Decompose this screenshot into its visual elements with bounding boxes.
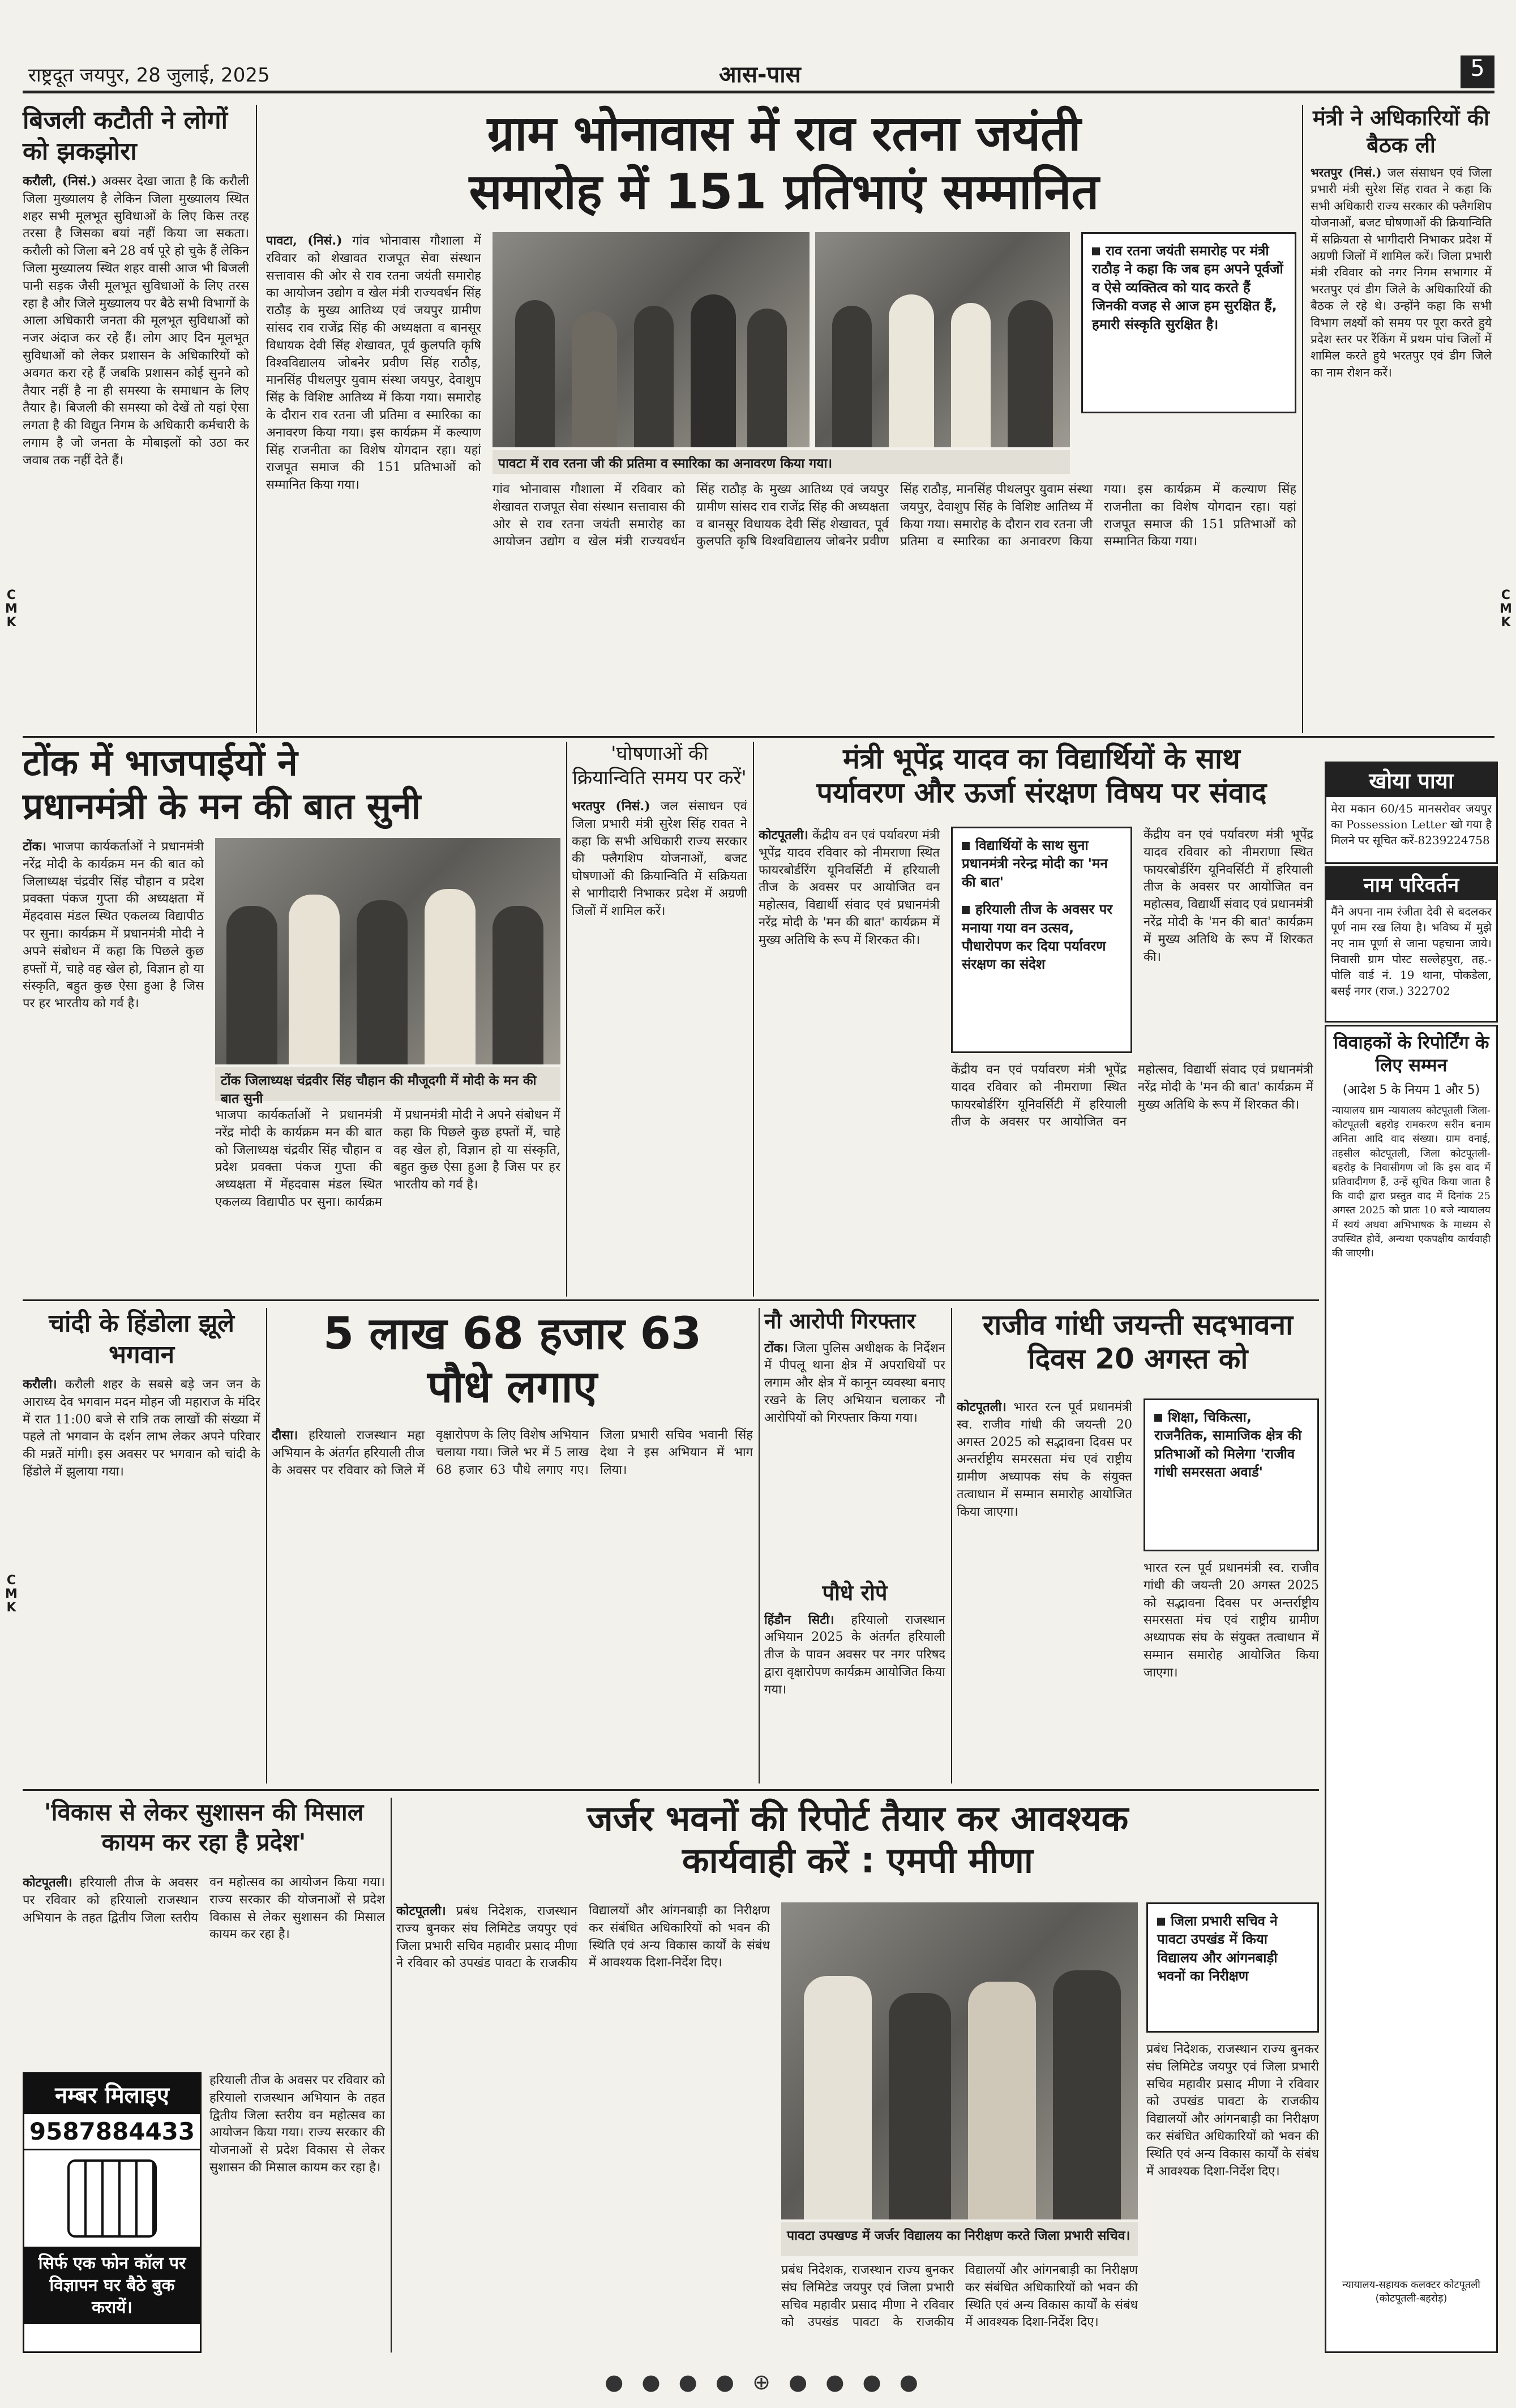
highlight-box (951, 827, 1132, 1053)
article-body-cont (209, 2072, 385, 2350)
article-paudhe (272, 1308, 753, 1414)
article-text: जल संसाधन एवं जिला प्रभारी मंत्री सुरेश सिंह रावत ने कहा कि सभी अधिकारी राज्य सरकार की फ्लैगशिप योजनाओं, बजट घोषणाओं की क्रियान्विति में सक्रियता से भागीदारी निभाकर प्रदेश में अग्रणी जिलों में शामिल करें। जिला प्रभारी मंत्री रविवार को नगर निगम सभागार में भरतपुर एवं डीग जिले के अधिकारियों की बैठक ले रहे थे। उन्होंने कहा कि सभी विभाग लक्ष्यों को समय पर पूरा करते हुये प्रदेश स्तर पर रैंकिंग में प्रथम पांच जिलों में शामिल करते हुये भरतपुर एवं डीग जिले का नाम रोशन करें। (1311, 166, 1492, 379)
article-bhonawas (266, 105, 1302, 221)
article-body (957, 1398, 1132, 1783)
article-bhupendra (759, 742, 1325, 810)
ad-title: नम्बर मिलाइए (24, 2074, 200, 2114)
notice-subtitle: (आदेश 5 के नियम 1 और 5) (1342, 1083, 1480, 1097)
column-rule (753, 742, 754, 1297)
section-title: आस-पास (719, 62, 801, 88)
article-rajiv (957, 1308, 1319, 1376)
headline: बिजली कटौती ने लोगों को झकझोरा (23, 106, 228, 166)
article-text-side: केंद्रीय वन एवं पर्यावरण मंत्री भूपेंद्र यादव रविवार को नीमराणा स्थित फायरबोर्डरिंग यूनिवर्सिटी में हरियाली तीज के अवसर पर आयोजित वन महोत्सव, विद्यार्थी संवाद एवं प्रधानमंत्री नरेंद्र मोदी के 'मन की बात' कार्यक्रम में मुख्य अतिथि के रूप में शिरकत की। (1144, 828, 1313, 964)
article-body-side (1144, 827, 1313, 1053)
cmk-mark-left-lower: C M K (5, 1573, 18, 1615)
column-rule (266, 1308, 267, 1783)
article-text-cont: केंद्रीय वन एवं पर्यावरण मंत्री भूपेंद्र यादव रविवार को नीमराणा स्थित फायरबोर्डरिंग यूनिवर्सिटी में हरियाली तीज के अवसर पर आयोजित वन महोत्सव, विद्यार्थी संवाद एवं प्रधानमंत्री नरेंद्र मोदी के 'मन की बात' कार्यक्रम में मुख्य अतिथि के रूप में शिरकत की। (951, 1063, 1313, 1130)
khoya-paya-box (1325, 762, 1498, 864)
phone-icon (24, 2150, 200, 2247)
article-body (764, 1340, 945, 1566)
classified-ad (23, 2072, 202, 2353)
highlight-text: शिक्षा, चिकित्सा, राजनैतिक, सामाजिक क्षेत्र की प्रतिभाओं को मिलेगा 'राजीव गांधी समरसता अवार्ड' (1154, 1409, 1302, 1481)
dateline: पावटा, (निसं.) (266, 233, 342, 248)
photo-caption: पावटा में राव रतना जी की प्रतिमा व स्मारिका का अनावरण किया गया। (493, 450, 1070, 474)
column-rule (759, 1308, 760, 1783)
dateline: करौली, (निसं.) (23, 174, 97, 189)
article-body-cont (215, 1107, 560, 1294)
article-text: अक्सर देखा जाता है कि करौली जिला मुख्यालय है लेकिन जिला मुख्यालय स्थित शहर सभी मूलभूत सुविधाओं के लिए किस तरह तरसा है जिसका बयां नहीं किया जा सकता। करौली को जिला बने 28 वर्ष पूरे हो चुके हैं लेकिन जिला मुख्यालय स्थित शहर वासी आज भी बिजली पानी सड़क जैसी मूलभूत सुविधाओं के लिए तरस रहा है और जिले मुख्यालय पर बैठे सभी विभागों के आला अधिकारी जनता की मूलभूत सुविधाओं को नजर अंदाज कर रहे हैं। लोग आए दिन मूलभूत सुविधाओं को लेकर प्रशासन के अधिकारियों को अवगत करा रहे हैं जबकि प्रशासन कोई सुनने को तैयार नहीं है ना ही समस्या के समाधान के लिए तैयार है। बिजली की समस्या को देखें तो यहां ऐसा लगता है की विद्युत निगम के अधिकारी कर्मचारी के लगाम है जो जनता के मोबाइलों को उठा कर जवाब तक नहीं देते हैं। (23, 174, 249, 468)
column-rule (391, 1798, 392, 2353)
headline-line1: मंत्री भूपेंद्र यादव का विद्यार्थियों के साथ (843, 742, 1240, 775)
article-body (23, 838, 204, 1291)
section-divider (23, 1299, 1319, 1301)
article-body (759, 827, 940, 1297)
article-text: भाजपा कार्यकर्ताओं ने प्रधानमंत्री नरेंद्र मोदी के कार्यक्रम मन की बात को जिलाध्यक्ष चंद्रवीर सिंह चौहान व प्रदेश प्रवक्ता पंकज गुप्ता की अध्यक्षता में मेंहदवास मंडल स्थित एकलव्य विद्यापीठ पर सुना। कार्यक्रम में प्रधानमंत्री मोदी ने अपने संबोधन में कहा कि पिछले कुछ हफ्तों में, चाहे वह खेल हो, विज्ञान हो या संस्कृति, बहुत कुछ ऐसा हुआ है जिस पर हर भारतीय को गर्व है। (23, 840, 204, 1011)
article-text: प्रबंध निदेशक, राजस्थान राज्य बुनकर संघ लिमिटेड जयपुर एवं जिला प्रभारी सचिव महावीर प्रसाद मीणा ने रविवार को उपखंड पावटा के राजकीय विद्यालयों और आंगनबाड़ी का निरीक्षण कर संबंधित अधिकारियों को भवन की स्थिति एवं अन्य विकास कार्यों के संबंध में आवश्यक दिशा-निर्देश दिए। (396, 1904, 770, 1971)
article-text-cont: भारत रत्न पूर्व प्रधानमंत्री स्व. राजीव गांधी की जयन्ती 20 अगस्त 2025 को सद्भावना दिवस पर अन्तर्राष्ट्रीय समरसता मंच एवं राष्ट्रीय ग्रामीण अध्यापक संघ के संयुक्त तत्वाधान में सम्मान समारोह आयोजित किया जाएगा। (1144, 1561, 1319, 1680)
article-text: हरियालो राजस्थान महा अभियान के अंतर्गत हरियाली तीज के अवसर पर रविवार को जिले में वृक्षारोपण के लिए विशेष अभियान चलाया गया। जिले भर में 5 लाख 68 हजार 63 पौधे लगाए गए। जिला प्रभारी सचिव भवानी सिंह देथा ने इस अभियान में भाग लिया। (272, 1428, 753, 1478)
headline-line2: पर्यावरण और ऊर्जा संरक्षण विषय पर संवाद (816, 776, 1267, 809)
naam-parivartan-text: मैंने अपना नाम रंजीता देवी से बदलकर पूर्ण नाम रख लिया है। भविष्य में मुझे नए नाम पूर्णा से जाना पहचाना जाये। निवासी ग्राम पोस्ट सल्लेहपुरा, तह.-पोलि वार्ड नं. 19 थाना, पोकडेला, बसई नगर (राज.) 322702 (1331, 905, 1492, 998)
headline-line2: समारोह में 151 प्रतिभाएं सम्मानित (469, 164, 1099, 221)
khoya-paya-text: मेरा मकान 60/45 मानसरोवर जयपुर का Possession Letter खो गया है मिलने पर सूचित करें-8239224758 (1331, 802, 1492, 847)
article-paudhe-rope (764, 1580, 945, 1781)
article-body (1311, 164, 1492, 742)
headline: 'विकास से लेकर सुशासन की मिसाल कायम कर रहा है प्रदेश' (44, 1798, 364, 1856)
page-header (23, 55, 1494, 93)
headline-line1: टोंक में भाजपाईयों ने (23, 742, 298, 784)
highlight-text: जिला प्रभारी सचिव ने पावटा उपखंड में किया विद्यालय और आंगनबाड़ी भवनों का निरीक्षण (1157, 1913, 1278, 1984)
event-photo (493, 232, 810, 447)
headline-line2: दिवस 20 अगस्त को (1027, 1342, 1248, 1375)
headline-line2: कार्यवाही करें : एमपी मीणा (682, 1840, 1033, 1881)
article-mantri-baithak (1311, 105, 1492, 742)
dateline: भरतपुर (निसं.) (1311, 165, 1382, 179)
naam-parivartan-tag: नाम परिवर्तन (1326, 868, 1496, 900)
ad-phone: 9587884433 (24, 2114, 200, 2150)
tonk-photo (215, 838, 560, 1064)
article-body (23, 1874, 385, 2061)
article-body (572, 798, 747, 1262)
article-chandi (23, 1308, 260, 1783)
dateline: कोटपूतली। (957, 1400, 1007, 1414)
article-text: जिला पुलिस अधीक्षक के निर्देशन में पीपलू थाना क्षेत्र में अपराधियों पर लगाम और क्षेत्र में कानून व्यवस्था बनाए रखने के लिए अभियान चलाकर नौ आरोपियों को गिरफ्तार किया गया। (764, 1341, 945, 1425)
inspection-photo (781, 1902, 1138, 2219)
notice-footer: न्यायालय-सहायक कलक्टर कोटपूतली (कोटपूतली-बहरोड़) (1342, 2279, 1480, 2304)
headline: पौधे रोपे (822, 1580, 888, 1605)
article-body-cont (951, 1062, 1313, 1297)
highlight-box (1146, 1902, 1319, 2033)
article-body (266, 232, 481, 578)
notice-text: न्यायालय ग्राम न्यायालय कोटपूतली जिला-कोटपूतली बहरोड़ रामकरण सरीन बनाम अनिता आदि वाद संख्या। ग्राम वनाई, तहसील कोटपूतली, जिला कोटपूतली-बहरोड़ के निवासीगण जो कि इस वाद में प्रतिवादीगण हैं, उन्हें सूचित किया जाता है कि वादी द्वारा प्रस्तुत वाद में दिनांक 25 अगस्त 2025 को प्रातः 10 बजे न्यायालय में स्वयं अथवा अभिभाषक के माध्यम से उपस्थित होवें, अन्यथा एकपक्षीय कार्यवाही की जाएगी। (1332, 1105, 1491, 1259)
article-body (396, 1902, 770, 2350)
column-rule (951, 1308, 952, 1783)
headline: मंत्री ने अधिकारियों की बैठक ली (1313, 105, 1489, 157)
photo-caption: पावटा उपखण्ड में जर्जर विद्यालय का निरीक्षण करते जिला प्रभारी सचिव। (781, 2222, 1138, 2256)
article-nau-aaropi (764, 1308, 945, 1566)
article-vikas (23, 1798, 385, 1857)
print-registration-marks: ● ● ● ● ⊕ ● ● ● ● (605, 2369, 924, 2394)
article-body-cont (1146, 2041, 1319, 2350)
article-text-cont: प्रबंध निदेशक, राजस्थान राज्य बुनकर संघ लिमिटेड जयपुर एवं जिला प्रभारी सचिव महावीर प्रसाद मीणा ने रविवार को उपखंड पावटा के राजकीय विद्यालयों और आंगनबाड़ी का निरीक्षण कर संबंधित अधिकारियों को भवन की स्थिति एवं अन्य विकास कार्यों के संबंध में आवश्यक दिशा-निर्देश दिए। (1146, 2042, 1319, 2179)
headline-line1: 5 लाख 68 हजार 63 (323, 1308, 702, 1359)
article-body (23, 173, 249, 671)
article-text: गांव भोनावास गौशाला में रविवार को शेखावत राजपूत सेवा संस्थान सत्तावास की ओर से राव रतना जयंती समारोह का आयोजन उद्योग व खेल मंत्री राज्यवर्धन सिंह राठौड़ के मुख्य आतिथ्य एवं जयपुर ग्रामीण सांसद राव राजेंद्र सिंह की अध्यक्षता व बानसूर विधायक देवी सिंह शेखावत, पूर्व कुलपति कृषि विश्वविद्यालय जोबनेर प्रवीण सिंह राठौड़, मानसिंह पीथलपुर युवाम संस्था जयपुर, देवाशुप सिंह के विशिष्ट आतिथ्य में किया गया। समारोह के दौरान राव रतना जी प्रतिमा व स्मारिका का अनावरण किया गया। इस कार्यक्रम में कल्याण सिंह राजनीता का विशेष योगदान रहा। यहां राजपूत समाज की 151 प्रतिभाओं को सम्मानित किया गया। (266, 234, 481, 493)
dateline: कोटपूतली। (396, 1904, 446, 1918)
highlight-box (1081, 232, 1296, 413)
article-text-cont: हरियाली तीज के अवसर पर रविवार को हरियालो राजस्थान अभियान के तहत द्वितीय जिला स्तरीय वन महोत्सव का आयोजन किया गया। राज्य सरकार की योजनाओं से प्रदेश विकास से लेकर सुशासन की मिसाल कायम कर रहा है। (209, 2073, 385, 2175)
article-body (764, 1611, 945, 1781)
headline: चांदी के हिंडोला झूले भगवान (49, 1309, 234, 1369)
article-tonk (23, 742, 560, 829)
headline-line2: पौधे लगाए (427, 1361, 597, 1413)
headline: नौ आरोपी गिरफ्तार (764, 1308, 916, 1333)
article-jarjar (396, 1798, 1319, 1882)
dateline: करौली। (23, 1377, 57, 1392)
article-text: हरियालो राजस्थान अभियान 2025 के अंतर्गत हरियाली तीज के पावन अवसर पर नगर परिषद द्वारा वृक्षारोपण कार्यक्रम आयोजित किया गया। (764, 1613, 945, 1697)
event-photo-2 (815, 232, 1070, 447)
highlight-text-1: विद्यार्थियों के साथ सुना प्रधानमंत्री नरेन्द्र मोदी का 'मन की बात' (962, 837, 1108, 890)
notice-title: विवाहकों के रिपोर्टिंग के लिए सम्मन (1333, 1032, 1489, 1076)
highlight-box (1144, 1398, 1319, 1551)
edition-date: राष्ट्रदूत जयपुर, 28 जुलाई, 2025 (28, 64, 270, 87)
column-rule (1302, 105, 1303, 733)
article-text: भारत रत्न पूर्व प्रधानमंत्री स्व. राजीव गांधी की जयन्ती 20 अगस्त 2025 को सद्भावना दिवस पर अन्तर्राष्ट्रीय समरसता मंच एवं राष्ट्रीय ग्रामीण अध्यापक संघ के संयुक्त तत्वाधान में सम्मान समारोह आयोजित किया जाएगा। (957, 1400, 1132, 1519)
article-text: करौली शहर के सबसे बड़े जन जन के आराध्य देव भगवान मदन मोहन जी महाराज के मंदिर में रात 11:00 बजे से रात्रि तक लाखों की संख्या में पहले तो भगवान के दर्शन लाभ लेकर अपने परिवार की मन्नतें मांगी। इस अवसर पर भगवान को चांदी के हिंडोले में झुलाया गया। (23, 1378, 260, 1479)
article-text-cont2: प्रबंध निदेशक, राजस्थान राज्य बुनकर संघ लिमिटेड जयपुर एवं जिला प्रभारी सचिव महावीर प्रसाद मीणा ने रविवार को उपखंड पावटा के राजकीय विद्यालयों और आंगनबाड़ी का निरीक्षण कर संबंधित अधिकारियों को भवन की स्थिति एवं अन्य विकास कार्यों के संबंध में आवश्यक दिशा-निर्देश दिए। (781, 2263, 1138, 2330)
dateline: टोंक। (23, 839, 47, 854)
khoya-paya-tag: खोया पाया (1326, 763, 1496, 797)
headline-line1: ग्राम भोनावास में राव रतना जयंती (487, 105, 1081, 162)
article-body-cont (1144, 1560, 1319, 1783)
dateline: कोटपूतली। (23, 1875, 72, 1890)
highlight-text: राव रतना जयंती समारोह पर मंत्री राठौड़ ने कहा कि जब हम अपने पूर्वजों व ऐसे व्यक्तित्व को याद करते हैं जिनकी वजह से आज हम सुरक्षित हैं, हमारी संस्कृति सुरक्षित है। (1092, 243, 1283, 332)
headline-line1: जर्जर भवनों की रिपोर्ट तैयार कर आवश्यक (586, 1798, 1129, 1839)
naam-parivartan-box (1325, 866, 1498, 1023)
article-text-cont: गांव भोनावास गौशाला में रविवार को शेखावत राजपूत सेवा संस्थान सत्तावास की ओर से राव रतना जयंती समारोह का आयोजन उद्योग व खेल मंत्री राज्यवर्धन सिंह राठौड़ के मुख्य आतिथ्य एवं जयपुर ग्रामीण सांसद राव राजेंद्र सिंह की अध्यक्षता व बानसूर विधायक देवी सिंह शेखावत, पूर्व कुलपति कृषि विश्वविद्यालय जोबनेर प्रवीण सिंह राठौड़, मानसिंह पीथलपुर युवाम संस्था जयपुर, देवाशुप सिंह के विशिष्ट आतिथ्य में किया गया। समारोह के दौरान राव रतना जी प्रतिमा व स्मारिका का अनावरण किया गया। इस कार्यक्रम में कल्याण सिंह राजनीता का विशेष योगदान रहा। यहां राजपूत समाज की 151 प्रतिभाओं को सम्मानित किया गया। (493, 482, 1296, 549)
column-rule (566, 742, 567, 1297)
dateline: टोंक। (764, 1340, 789, 1355)
highlight-text-2: हरियाली तीज के अवसर पर मनाया गया वन उत्सव, पौधारोपण कर दिया पर्यावरण संरक्षण का संदेश (962, 901, 1113, 973)
article-text: जल संसाधन एवं जिला प्रभारी मंत्री सुरेश सिंह रावत ने कहा कि सभी अधिकारी राज्य सरकार की फ्लैगशिप योजनाओं, बजट घोषणाओं की क्रियान्विति में सक्रियता से भागीदारी निभाकर प्रदेश में अग्रणी जिलों में शामिल करें। (572, 799, 747, 918)
article-body-cont (493, 481, 1296, 578)
column-rule (256, 105, 257, 733)
section-divider (23, 736, 1494, 738)
article-text: हरियाली तीज के अवसर पर रविवार को हरियालो राजस्थान अभियान के तहत द्वितीय जिला स्तरीय वन महोत्सव का आयोजन किया गया। राज्य सरकार की योजनाओं से प्रदेश विकास से लेकर सुशासन की मिसाल कायम कर रहा है। (23, 1875, 385, 1942)
headline: 'घोषणाओं की क्रियान्विति समय पर करें' (572, 742, 747, 789)
headline-line1: राजीव गांधी जयन्ती सदभावना (982, 1308, 1294, 1341)
cmk-mark-right: C M K (1500, 588, 1512, 630)
section-divider (23, 1789, 1319, 1791)
page-number: 5 (1461, 55, 1494, 88)
article-body (272, 1427, 753, 1783)
photo-caption: टोंक जिलाध्यक्ष चंद्रवीर सिंह चौहान की मौजूदगी में मोदी के मन की बात सुनी (215, 1067, 560, 1101)
article-ghoshnaon (572, 742, 747, 1262)
article-body (23, 1376, 260, 1783)
dateline: दौसा। (272, 1428, 298, 1443)
dateline: भरतपुर (निसं.) (572, 799, 650, 814)
article-bijli (23, 105, 249, 671)
article-text: केंद्रीय वन एवं पर्यावरण मंत्री भूपेंद्र यादव रविवार को नीमराणा स्थित फायरबोर्डरिंग यूनिवर्सिटी में हरियाली तीज के अवसर पर आयोजित वन महोत्सव, विद्यार्थी संवाद एवं प्रधानमंत्री नरेंद्र मोदी के 'मन की बात' कार्यक्रम में मुख्य अतिथि के रूप में शिरकत की। (759, 828, 940, 947)
ad-subtitle: सिर्फ एक फोन कॉल पर विज्ञापन घर बैठे बुक करायें। (24, 2247, 200, 2324)
article-body-cont2 (781, 2262, 1138, 2350)
court-notice (1325, 1025, 1498, 2353)
dateline: हिंडौन सिटी। (764, 1612, 834, 1627)
dateline: कोटपूतली। (759, 828, 808, 842)
headline-line2: प्रधानमंत्री के मन की बात सुनी (23, 785, 421, 828)
cmk-mark-left: C M K (5, 588, 18, 630)
article-text-cont: भाजपा कार्यकर्ताओं ने प्रधानमंत्री नरेंद्र मोदी के कार्यक्रम मन की बात को जिलाध्यक्ष चंद्रवीर सिंह चौहान व प्रदेश प्रवक्ता पंकज गुप्ता की अध्यक्षता में मेंहदवास मंडल स्थित एकलव्य विद्यापीठ पर सुना। कार्यक्रम में प्रधानमंत्री मोदी ने अपने संबोधन में कहा कि पिछले कुछ हफ्तों में, चाहे वह खेल हो, विज्ञान हो या संस्कृति, बहुत कुछ ऐसा हुआ है जिस पर हर भारतीय को गर्व है। (215, 1108, 560, 1209)
